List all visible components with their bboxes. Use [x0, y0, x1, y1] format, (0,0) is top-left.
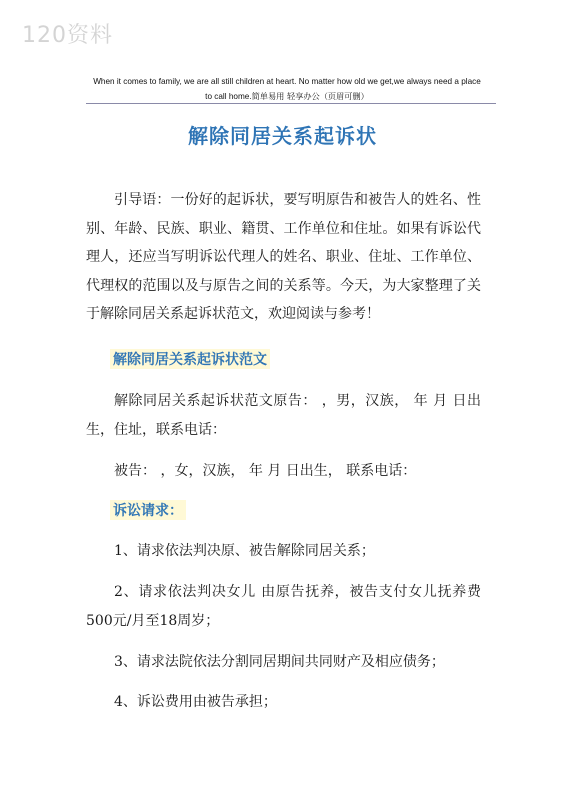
header-chinese-text: 简单易用 轻享办公（页眉可删）: [251, 91, 369, 101]
header-english-text: When it comes to family, we are all still children at heart. No matter how old we get,we always need a place to call home.: [93, 77, 481, 101]
claim-item-2: 2、请求依法判决女儿 由原告抚养，被告支付女儿抚养费500元/月至18周岁；: [86, 584, 481, 629]
claim-item-4: 4、诉讼费用由被告承担；: [114, 694, 277, 710]
claim-item-3: 3、请求法院依法分割同居期间共同财产及相应债务；: [114, 654, 445, 670]
intro-paragraph: 引导语：一份好的起诉状，要写明原告和被告人的姓名、性别、年龄、民族、职业、籍贯、工作单位和住址。如果有诉讼代理人，还应当写明诉讼代理人的姓名、职业、住址、工作单位、代理权的范围以及与原告之间的关系等。今天，为大家整理了关于解除同居关系起诉状范文，欢迎阅读与参考！: [86, 192, 481, 322]
section-heading-claims: 诉讼请求：: [110, 500, 186, 520]
watermark-logo: 120资料: [22, 23, 113, 48]
section-heading-sample: 解除同居关系起诉状范文: [110, 349, 270, 369]
defendant-paragraph: 被告： ，女，汉族， 年 月 日出生， 联系电话：: [114, 463, 417, 479]
plaintiff-paragraph: 解除同居关系起诉状范文原告： ，男，汉族， 年 月 日出生，住址，联系电话：: [86, 393, 481, 438]
header-divider: [86, 103, 496, 104]
document-title: 解除同居关系起诉状: [188, 124, 377, 148]
claim-item-1: 1、请求依法判决原、被告解除同居关系；: [114, 543, 375, 559]
page-header: [92, 74, 482, 104]
